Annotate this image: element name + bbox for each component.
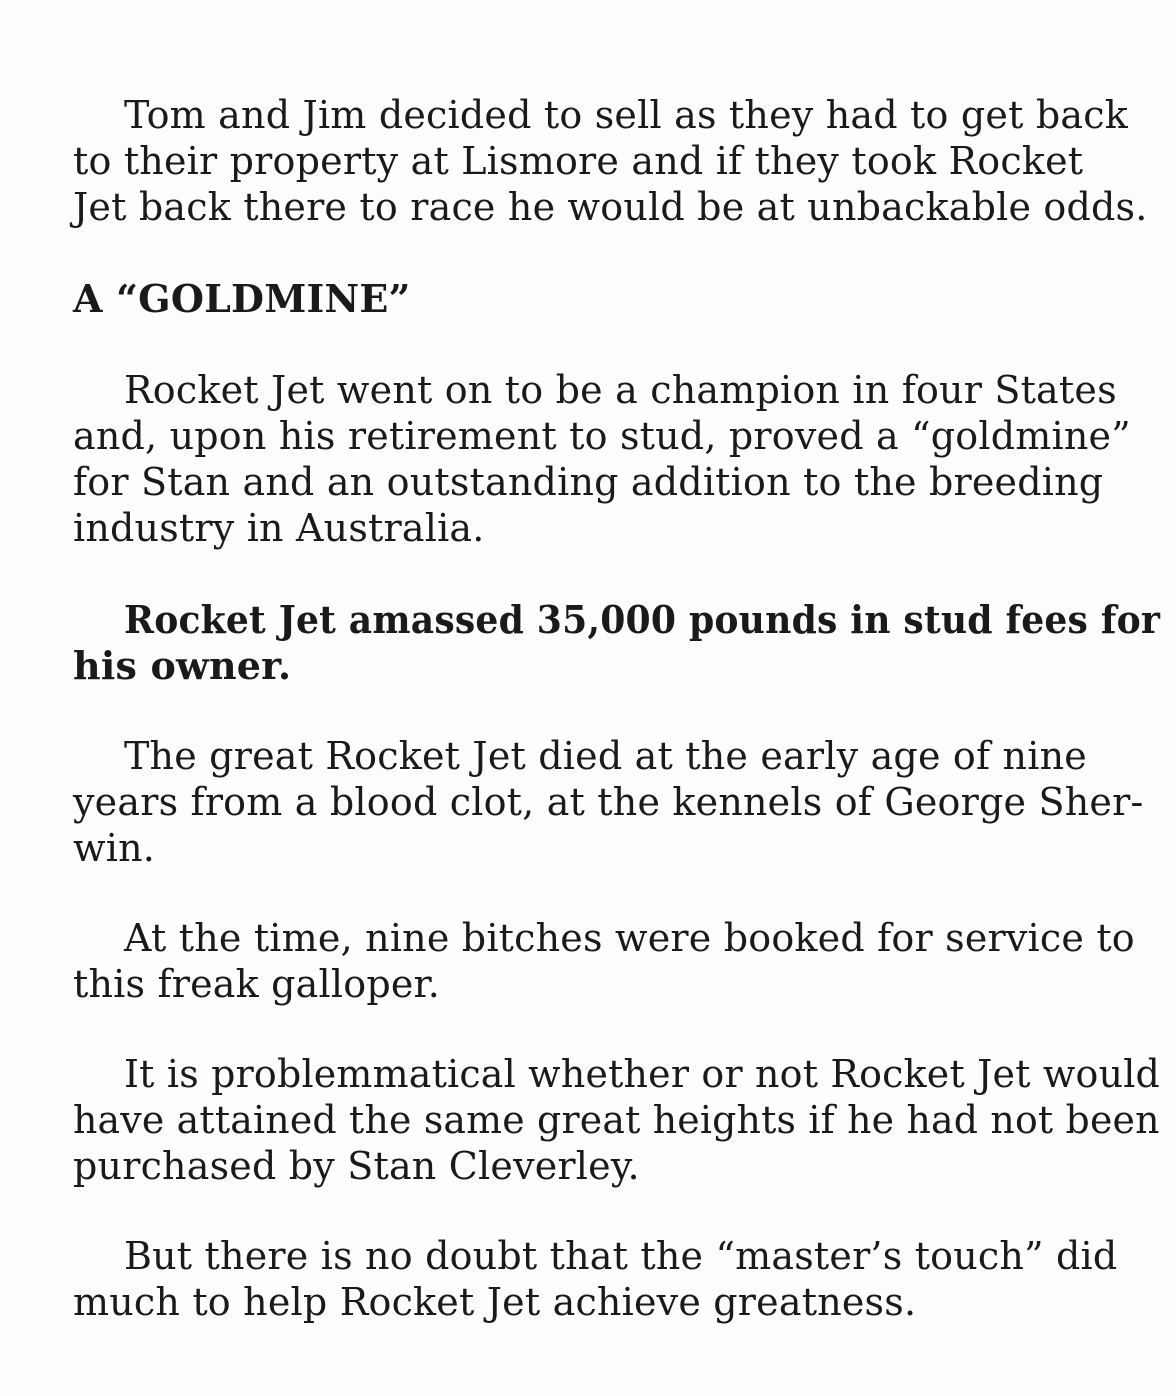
paragraph-6-line-3: purchased by Stan Cleverley. (73, 1144, 640, 1188)
paragraph-4-line-2: years from a blood clot, at the kennels of George Sher- (73, 780, 1144, 824)
paragraph-2-line-3: for Stan and an outstanding addition to the breeding (73, 460, 1104, 504)
paragraph-4-line-3: win. (73, 826, 156, 870)
paragraph-6-line-2: have attained the same great heights if he had not been (73, 1098, 1160, 1142)
paragraph-6-line-1: It is problemmatical whether or not Rocket Jet would (124, 1052, 1161, 1096)
paragraph-3-line-2: his owner. (73, 643, 292, 688)
paragraph-1-line-3: Jet back there to race he would be at unbackable odds. (73, 185, 1148, 229)
section-heading: A “GOLDMINE” (73, 276, 411, 321)
paragraph-4-line-1: The great Rocket Jet died at the early age of nine (124, 734, 1087, 778)
paragraph-5-line-2: this freak galloper. (73, 962, 441, 1006)
paragraph-3-line-1: Rocket Jet amassed 35,000 pounds in stud fees for (124, 597, 1161, 642)
paragraph-2-line-1: Rocket Jet went on to be a champion in four States (124, 368, 1117, 412)
paragraph-1-line-1: Tom and Jim decided to sell as they had to get back (124, 93, 1128, 137)
paragraph-2-line-4: industry in Australia. (73, 506, 485, 550)
paragraph-2-line-2: and, upon his retirement to stud, proved a “goldmine” (73, 414, 1131, 458)
paragraph-7-line-2: much to help Rocket Jet achieve greatness. (73, 1280, 917, 1324)
paragraph-7-line-1: But there is no doubt that the “master’s touch” did (124, 1234, 1118, 1278)
paragraph-1-line-2: to their property at Lismore and if they took Rocket (73, 139, 1084, 183)
paragraph-5-line-1: At the time, nine bitches were booked for service to (124, 916, 1135, 960)
